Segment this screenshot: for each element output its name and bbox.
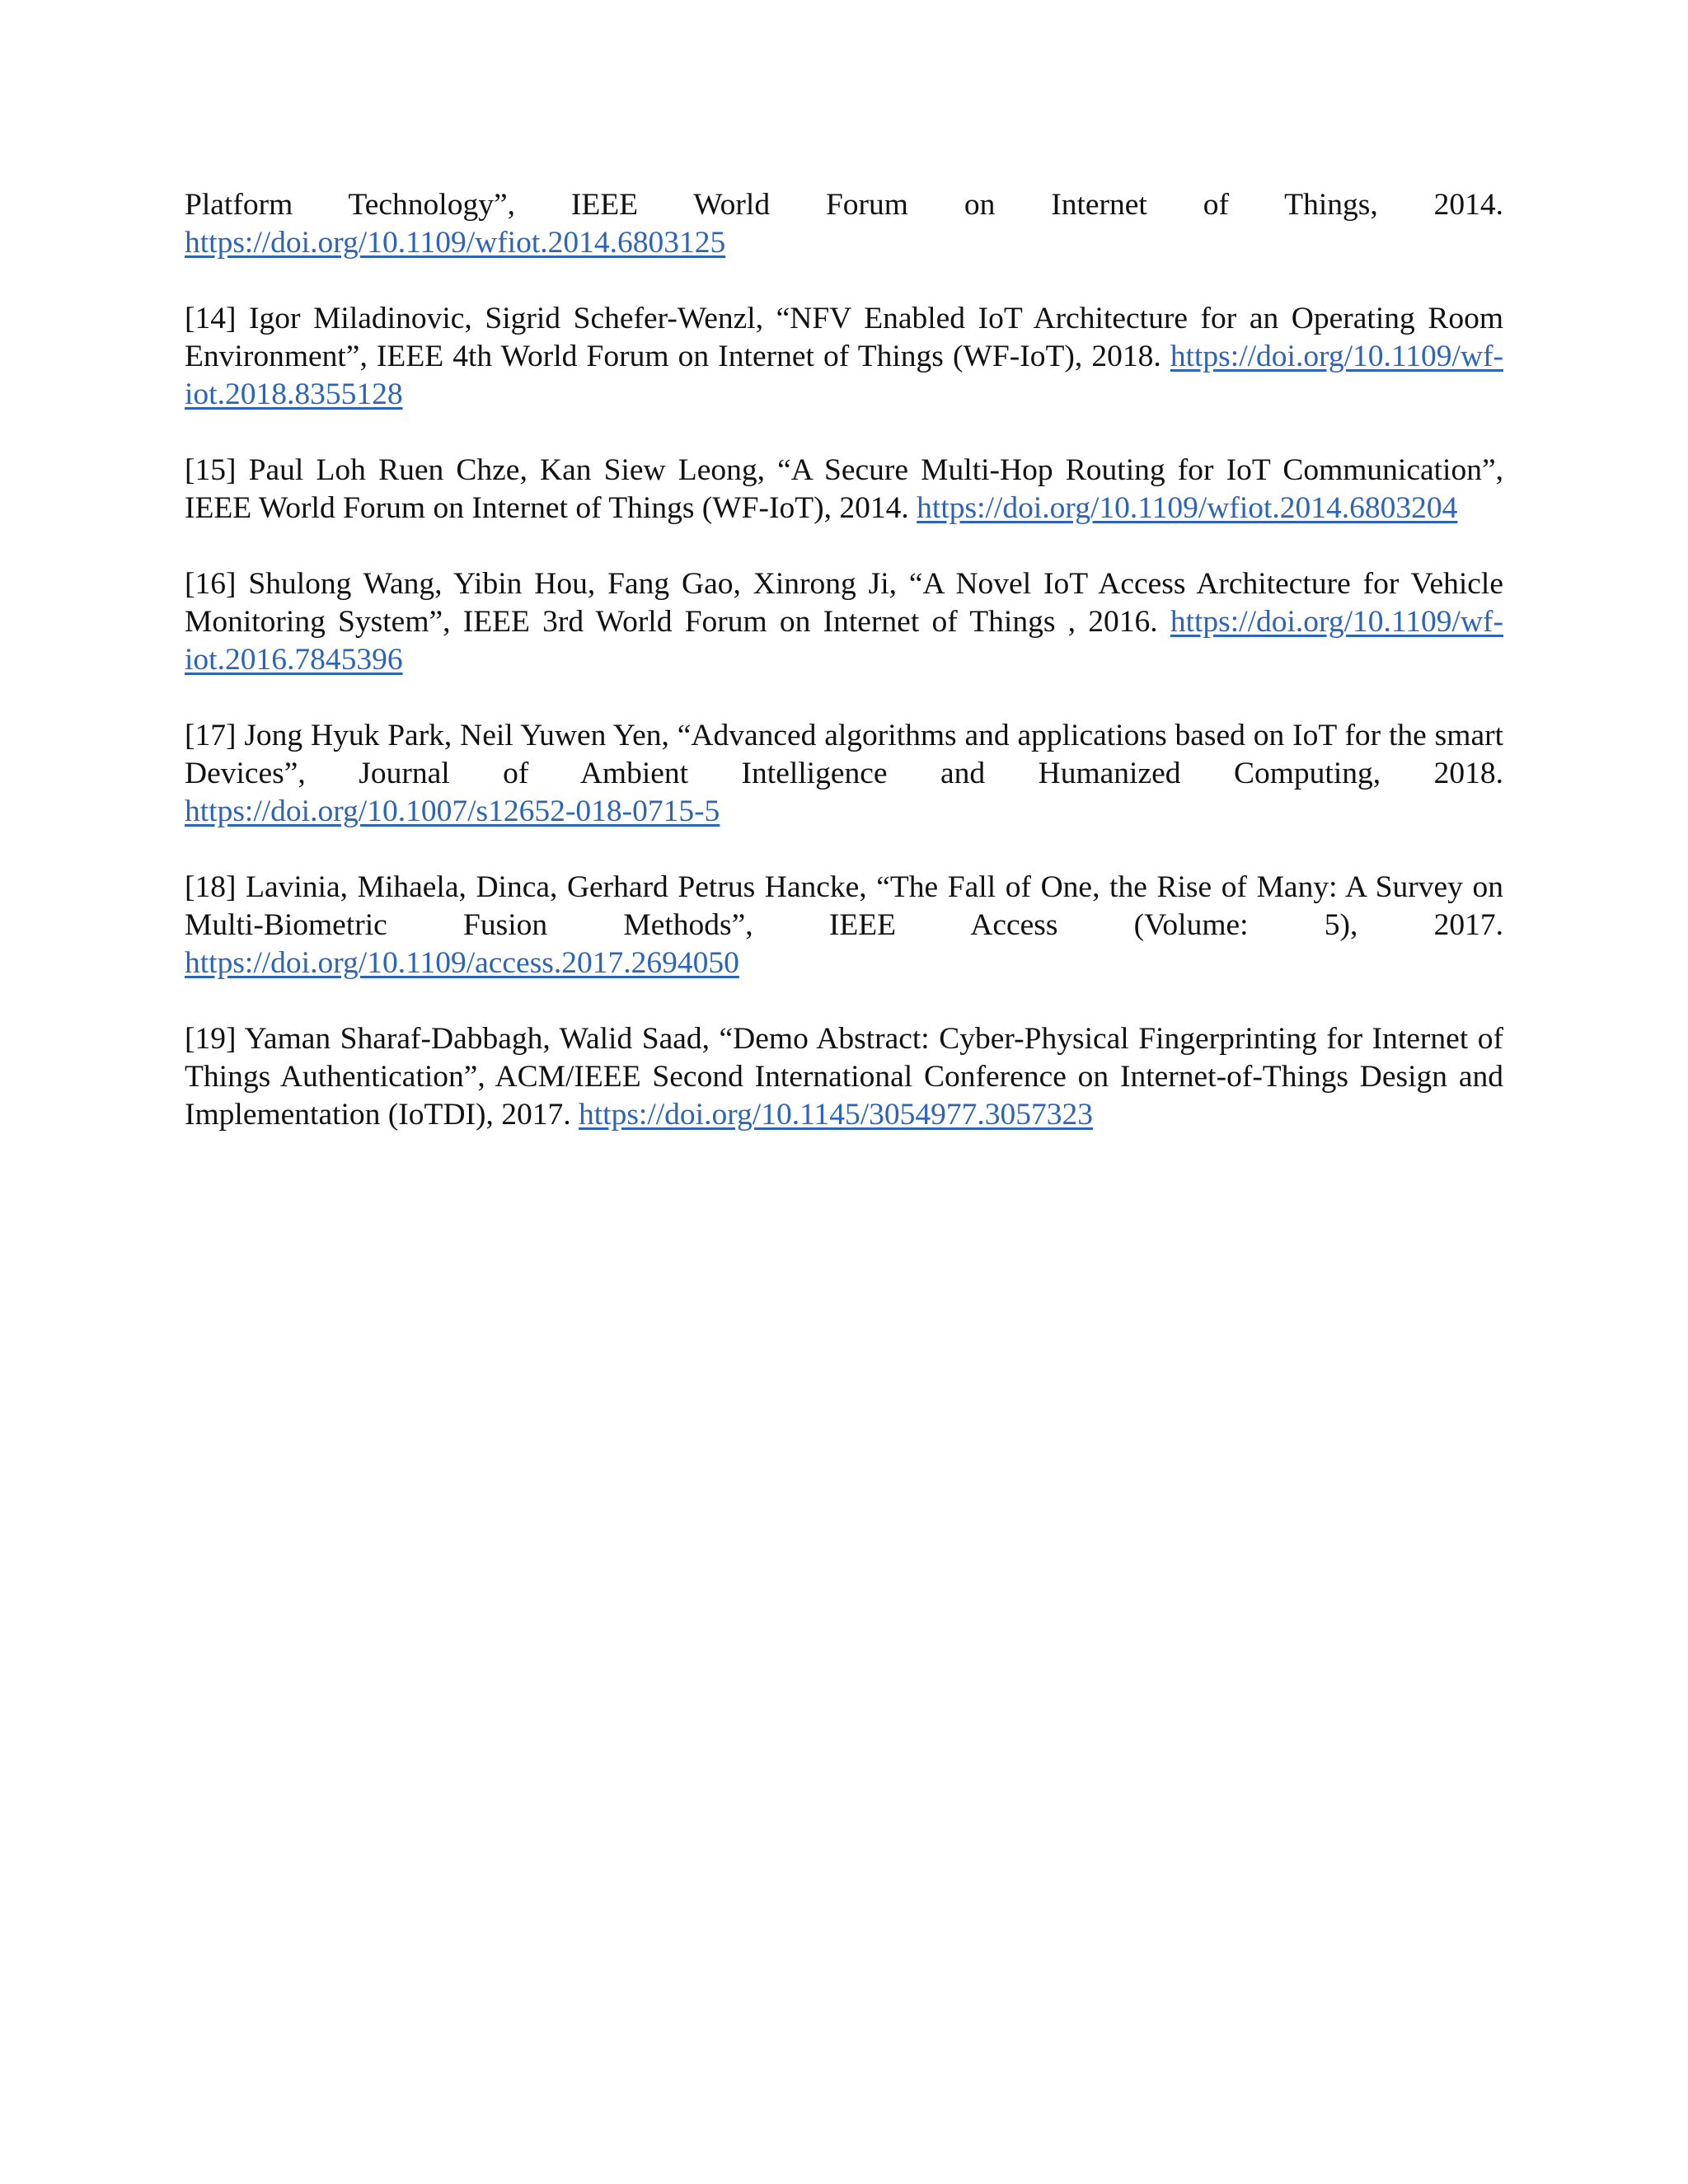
reference-text: [14] Igor Miladinovic, Sigrid Schefer-Wenzl, “NFV Enabled IoT Architecture for an Operating Room Environment”, IEEE 4th World Forum on Internet of Things (WF-IoT), 2018.: [185, 302, 1503, 373]
doi-link[interactable]: https://doi.org/10.1007/s12652-018-0715-5: [185, 794, 720, 828]
reference-text: [17] Jong Hyuk Park, Neil Yuwen Yen, “Advanced algorithms and applications based on IoT for the smart Devices”, Journal of Ambient Intelligence and Humanized Computing, 2018.: [185, 719, 1503, 790]
reference-19: [185, 1020, 1503, 1134]
reference-list: [185, 186, 1503, 1172]
doi-link[interactable]: https://doi.org/10.1109/wfiot.2014.6803125: [185, 226, 726, 260]
doi-link[interactable]: https://doi.org/10.1145/3054977.3057323: [579, 1098, 1093, 1132]
reference-14: [185, 300, 1503, 414]
reference-text: [15] Paul Loh Ruen Chze, Kan Siew Leong, “A Secure Multi-Hop Routing for IoT Communication”, IEEE World Forum on Internet of Things (WF-IoT), 2014.: [185, 453, 1503, 525]
reference-text: [18] Lavinia, Mihaela, Dinca, Gerhard Petrus Hancke, “The Fall of One, the Rise of Many: A Survey on Multi-Biometric Fusion Methods”, IEEE Access (Volume: 5), 2017.: [185, 870, 1503, 942]
reference-15: [185, 452, 1503, 527]
reference-text: [16] Shulong Wang, Yibin Hou, Fang Gao, Xinrong Ji, “A Novel IoT Access Architecture for Vehicle Monitoring System”, IEEE 3rd World Forum on Internet of Things , 2016.: [185, 567, 1503, 639]
reference-13-continued: [185, 186, 1503, 262]
reference-18: [185, 869, 1503, 982]
reference-17: [185, 717, 1503, 831]
doi-link[interactable]: https://doi.org/10.1109/wf-iot.2016.7845396: [185, 605, 1503, 677]
doi-link[interactable]: https://doi.org/10.1109/access.2017.2694050: [185, 946, 739, 980]
doi-link[interactable]: https://doi.org/10.1109/wfiot.2014.6803204: [917, 491, 1458, 525]
reference-text: [19] Yaman Sharaf-Dabbagh, Walid Saad, “Demo Abstract: Cyber-Physical Fingerprinting for Internet of Things Authentication”, ACM/IEEE Second International Conference on Internet-of-Things Design and Implementation (IoTDI), 2017.: [185, 1022, 1503, 1132]
reference-text: Platform Technology”, IEEE World Forum on Internet of Things, 2014.: [185, 188, 1503, 222]
reference-16: [185, 565, 1503, 679]
doi-link[interactable]: https://doi.org/10.1109/wf-iot.2018.8355128: [185, 340, 1504, 411]
